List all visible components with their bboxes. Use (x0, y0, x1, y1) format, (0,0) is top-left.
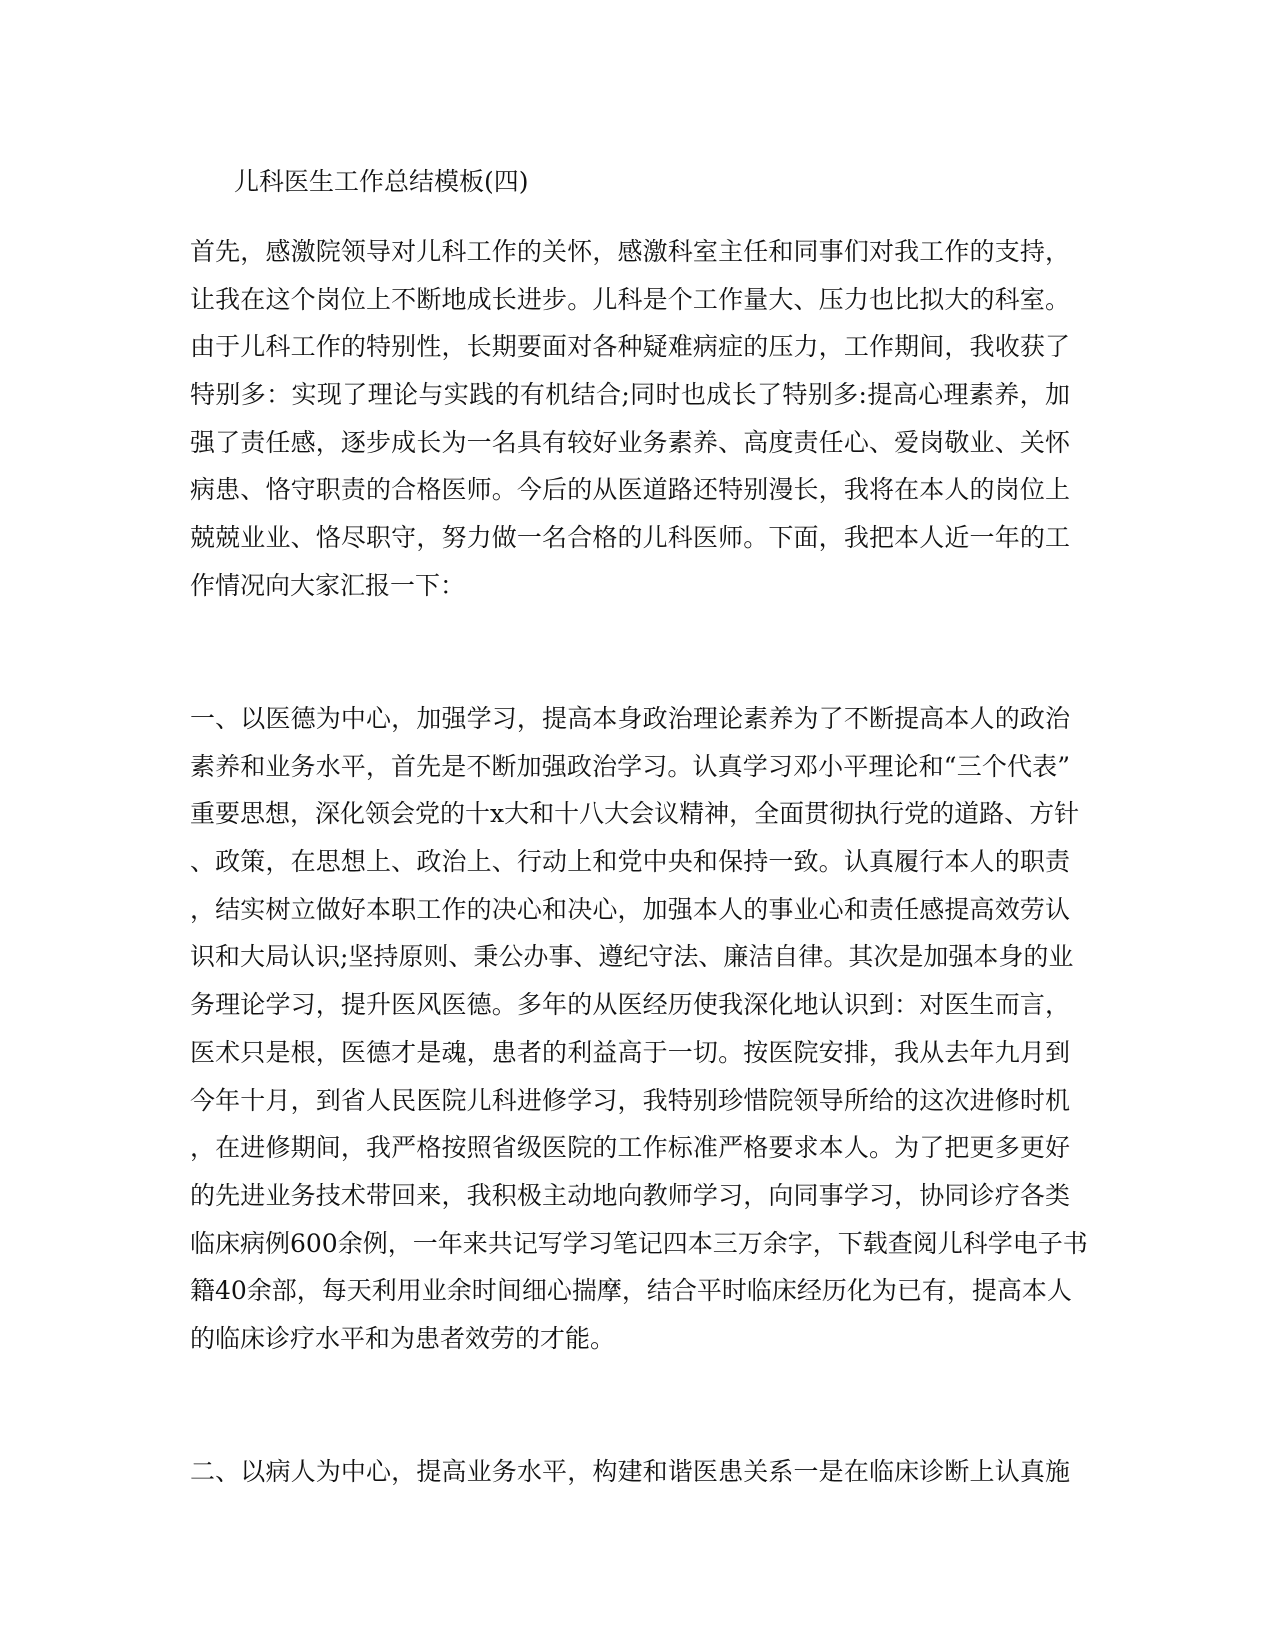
paragraph-line: 首先，感激院领导对儿科工作的关怀，感激科室主任和同事们对我工作的支持， (190, 237, 1070, 266)
paragraph-section-two (190, 1448, 1070, 1496)
paragraph-section-one (190, 695, 1088, 1363)
paragraph-line: 素养和业务水平，首先是不断加强政治学习。认真学习邓小平理论和“三个代表” (190, 751, 1070, 781)
paragraph-line: 特别多：实现了理论与实践的有机结合;同时也成长了特别多:提高心理素养，加 (190, 380, 1070, 410)
paragraph-line: 医术只是根，医德才是魂，患者的利益高于一切。按医院安排，我从去年九月到 (190, 1037, 1070, 1067)
paragraph-line: 今年十月，到省人民医院儿科进修学习，我特别珍惜院领导所给的这次进修时机 (190, 1085, 1070, 1115)
paragraph-line: 二、以病人为中心，提高业务水平，构建和谐医患关系一是在临床诊断上认真施 (190, 1457, 1070, 1486)
paragraph-line: 强了责任感，逐步成长为一名具有较好业务素养、高度责任心、爱岗敬业、关怀 (190, 427, 1070, 457)
paragraph-line: 、政策，在思想上、政治上、行动上和党中央和保持一致。认真履行本人的职责 (190, 847, 1070, 877)
paragraph-line: 的先进业务技术带回来，我积极主动地向教师学习，向同事学习，协同诊疗各类 (190, 1180, 1070, 1210)
paragraph-line: 一、以医德为中心，加强学习，提高本身政治理论素养为了不断提高本人的政治 (190, 704, 1070, 733)
paragraph-line: 籍40余部，每天利用业余时间细心揣摩，结合平时临床经历化为已有，提高本人 (190, 1276, 1072, 1306)
paragraph-intro (190, 228, 1070, 610)
paragraph-line: ，在进修期间，我严格按照省级医院的工作标准严格要求本人。为了把更多更好 (190, 1133, 1070, 1163)
paragraph-line: 务理论学习，提升医风医德。多年的从医经历使我深化地认识到：对医生而言， (190, 990, 1070, 1020)
paragraph-line: 的临床诊疗水平和为患者效劳的才能。 (190, 1323, 616, 1353)
paragraph-line: 病患、恪守职责的合格医师。今后的从医道路还特别漫长，我将在本人的岗位上 (190, 475, 1070, 505)
paragraph-line: 重要思想，深化领会党的十x大和十八大会议精神，全面贯彻执行党的道路、方针 (190, 799, 1080, 829)
paragraph-line: 临床病例600余例，一年来共记写学习笔记四本三万余字，下载查阅儿科学电子书 (190, 1228, 1088, 1258)
paragraph-line: 兢兢业业、恪尽职守，努力做一名合格的儿科医师。下面，我把本人近一年的工 (190, 523, 1070, 553)
paragraph-line: 识和大局认识;坚持原则、秉公办事、遵纪守法、廉洁自律。其次是加强本身的业 (190, 942, 1074, 972)
paragraph-line: 让我在这个岗位上不断地成长进步。儿科是个工作量大、压力也比拟大的科室。 (190, 284, 1070, 314)
paragraph-line: 由于儿科工作的特别性，长期要面对各种疑难病症的压力，工作期间，我收获了 (190, 332, 1070, 362)
document-title: 儿科医生工作总结模板(四) (234, 167, 529, 196)
paragraph-line: ，结实树立做好本职工作的决心和决心，加强本人的事业心和责任感提高效劳认 (190, 894, 1070, 924)
paragraph-line: 作情况向大家汇报一下： (190, 570, 466, 600)
